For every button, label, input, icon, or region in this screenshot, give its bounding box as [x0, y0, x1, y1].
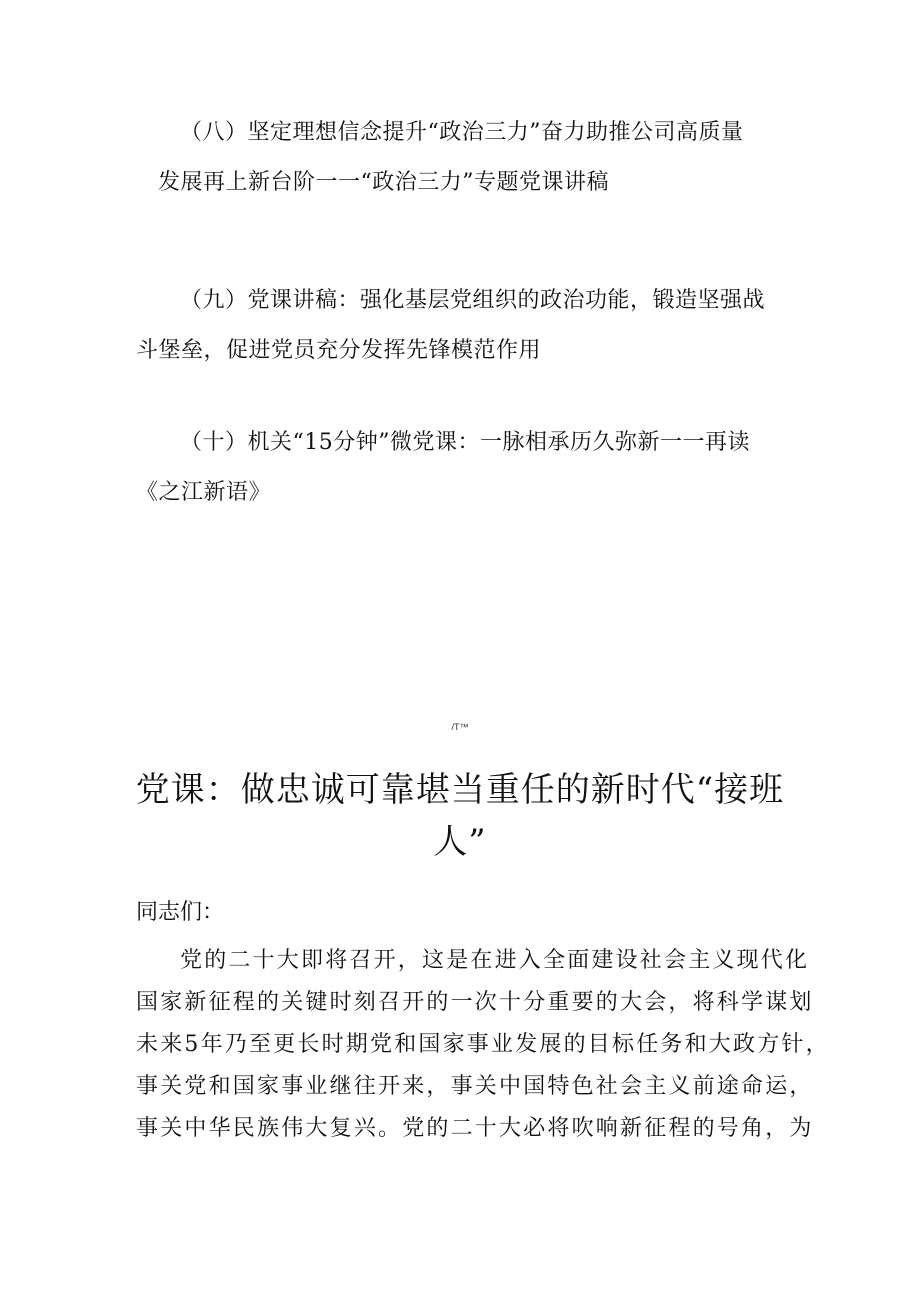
list-item-line: （九）党课讲稿：强化基层党组织的政治功能，锻造坚强战: [180, 288, 766, 313]
body-paragraph: [136, 940, 830, 1150]
list-item: [136, 276, 796, 376]
list-item-line: 斗堡垒，促进党员充分发挥先锋模范作用: [136, 338, 542, 363]
body-line: 事关党和国家事业继往开来，事关中国特色社会主义前途命运，: [136, 1074, 814, 1099]
list-item: [136, 108, 796, 208]
greeting: 同志们：: [136, 900, 225, 925]
page-title: [120, 764, 800, 868]
list-item-line: （八）坚定理想信念提升“政治三力”奋力助推公司高质量: [180, 120, 744, 145]
body-line: 未来5年乃至更长时期党和国家事业发展的目标任务和大政方针，: [136, 1032, 830, 1057]
page-marker: /T™: [451, 722, 469, 732]
body-line: 国家新征程的关键时刻召开的一次十分重要的大会，将科学谋划: [136, 990, 814, 1015]
body-line: 事关中华民族伟大复兴。党的二十大必将吹响新征程的号角，为: [136, 1116, 814, 1141]
list-item-line: 发展再上新台阶一一“政治三力”专题党课讲稿: [158, 170, 609, 195]
body-line: 党的二十大即将召开，这是在进入全面建设社会主义现代化: [180, 948, 810, 973]
list-item: [136, 418, 796, 518]
title-line-1: 党课：做忠诚可靠堪当重任的新时代“接班: [135, 770, 785, 810]
list-item-line: 《之江新语》: [136, 480, 272, 505]
list-item-line: （十）机关“15分钟”微党课：一脉相承历久弥新一一再读: [180, 430, 750, 455]
title-line-2: 人”: [433, 822, 487, 862]
